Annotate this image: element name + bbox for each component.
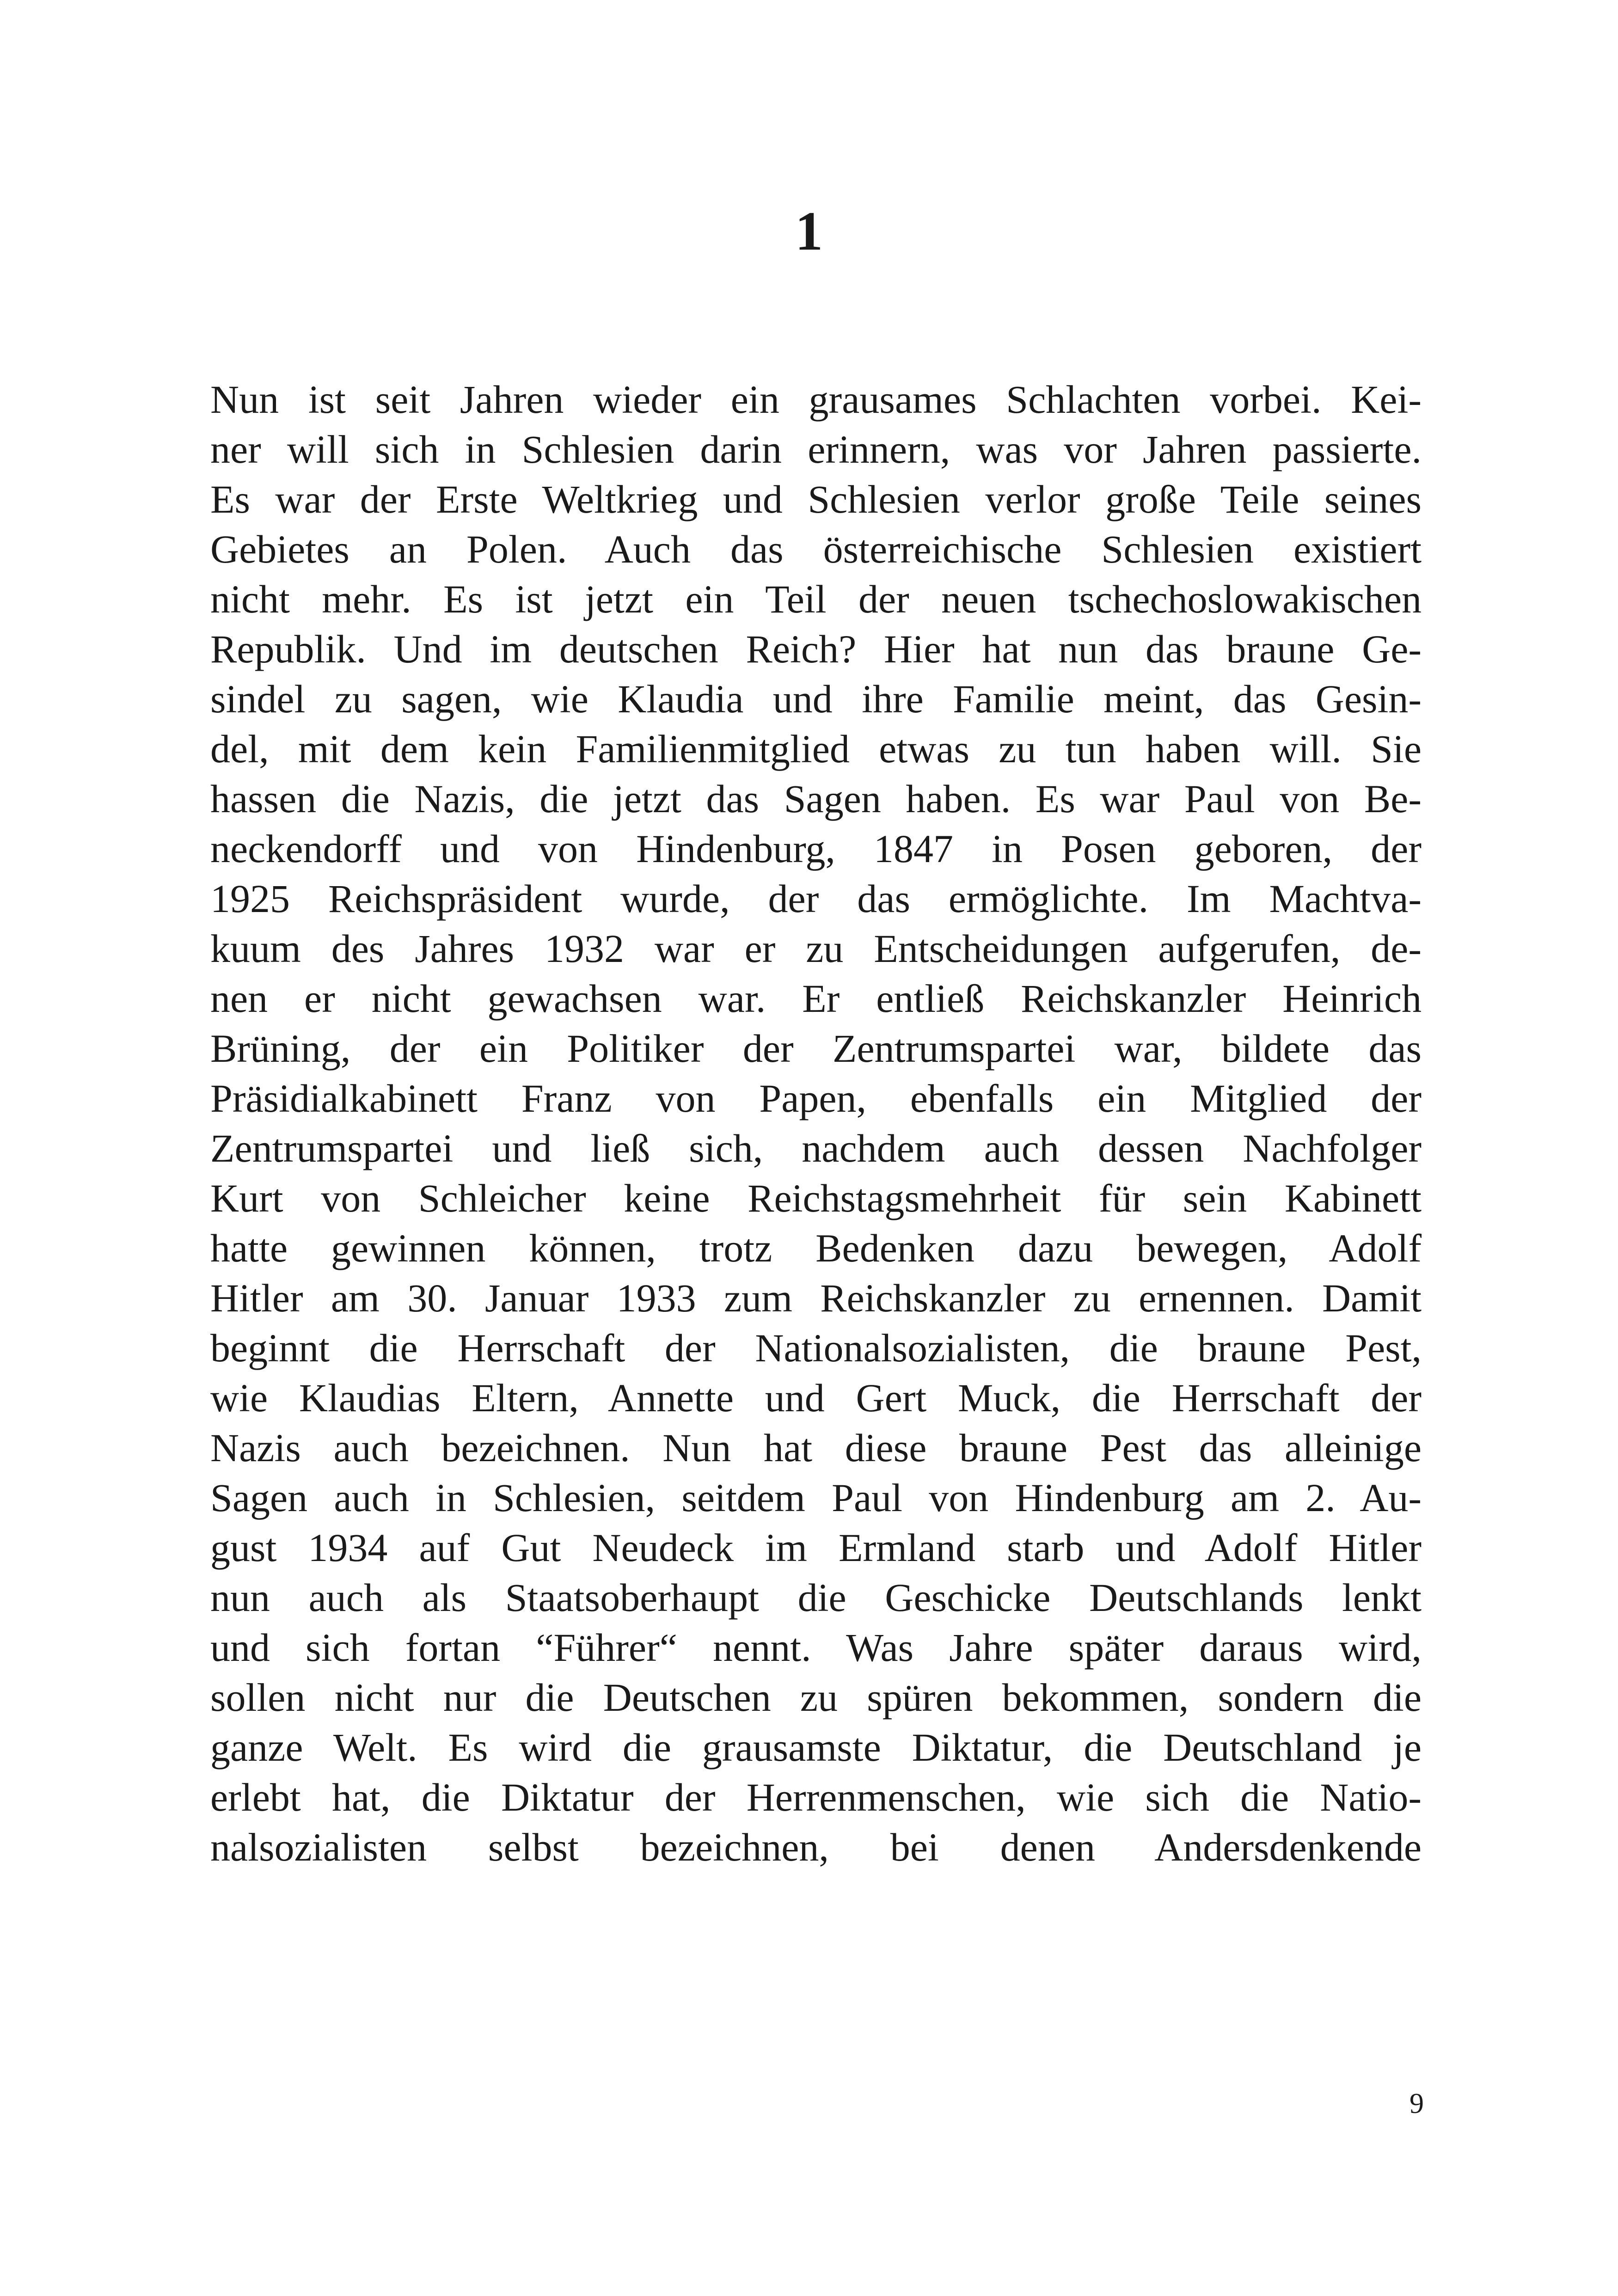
text-line: Hitler am 30. Januar 1933 zum Reichskanzler zu ernennen. Damit (210, 1276, 1422, 1320)
text-line: nun auch als Staatsoberhaupt die Geschicke Deutschlands lenkt (210, 1575, 1422, 1620)
text-line: beginnt die Herrschaft der Nationalsozialisten, die braune Pest, (210, 1326, 1422, 1370)
text-line: sindel zu sagen, wie Klaudia und ihre Familie meint, das Gesin- (210, 677, 1422, 721)
text-line: Es war der Erste Weltkrieg und Schlesien verlor große Teile seines (210, 477, 1422, 521)
text-line: 1925 Reichspräsident wurde, der das ermöglichte. Im Machtva- (210, 876, 1422, 921)
text-line: hatte gewinnen können, trotz Bedenken dazu bewegen, Adolf (210, 1226, 1422, 1270)
page-number: 9 (1410, 2088, 1424, 2119)
text-line: sollen nicht nur die Deutschen zu spüren bekommen, sondern die (210, 1675, 1422, 1720)
text-line: ner will sich in Schlesien darin erinnern, was vor Jahren passierte. (210, 427, 1422, 471)
body-text (210, 374, 1422, 1872)
text-line: Nun ist seit Jahren wieder ein grausames Schlachten vorbei. Kei- (210, 377, 1422, 422)
text-line: ganze Welt. Es wird die grausamste Diktatur, die Deutschland je (210, 1725, 1422, 1769)
text-line: kuum des Jahres 1932 war er zu Entscheidungen aufgerufen, de- (210, 926, 1422, 971)
text-line: Gebietes an Polen. Auch das österreichische Schlesien existiert (210, 527, 1422, 571)
text-line: Nazis auch bezeichnen. Nun hat diese braune Pest das alleinige (210, 1426, 1422, 1470)
text-line: Zentrumspartei und ließ sich, nachdem auch dessen Nachfolger (210, 1126, 1422, 1170)
text-line: gust 1934 auf Gut Neudeck im Ermland starb und Adolf Hitler (210, 1525, 1422, 1570)
text-line: wie Klaudias Eltern, Annette und Gert Muck, die Herrschaft der (210, 1376, 1422, 1420)
text-line: und sich fortan “Führer“ nennt. Was Jahre später daraus wird, (210, 1625, 1422, 1670)
text-line: Kurt von Schleicher keine Reichstagsmehrheit für sein Kabinett (210, 1176, 1422, 1220)
text-line: Republik. Und im deutschen Reich? Hier hat nun das braune Ge- (210, 627, 1422, 671)
chapter-number: 1 (795, 200, 823, 262)
text-line: Brüning, der ein Politiker der Zentrumspartei war, bildete das (210, 1026, 1422, 1071)
text-line: neckendorff und von Hindenburg, 1847 in Posen geboren, der (210, 827, 1422, 871)
text-line: nicht mehr. Es ist jetzt ein Teil der neuen tschechoslowakischen (210, 577, 1422, 621)
text-line: nen er nicht gewachsen war. Er entließ Reichskanzler Heinrich (210, 976, 1422, 1021)
text-line: nalsozialisten selbst bezeichnen, bei denen Andersdenkende (210, 1825, 1422, 1869)
text-line: Präsidialkabinett Franz von Papen, ebenfalls ein Mitglied der (210, 1076, 1422, 1120)
text-line: erlebt hat, die Diktatur der Herrenmenschen, wie sich die Natio- (210, 1775, 1422, 1819)
text-line: Sagen auch in Schlesien, seitdem Paul von Hindenburg am 2. Au- (210, 1476, 1422, 1520)
text-line: del, mit dem kein Familienmitglied etwas zu tun haben will. Sie (210, 727, 1422, 771)
text-line: hassen die Nazis, die jetzt das Sagen haben. Es war Paul von Be- (210, 777, 1422, 821)
